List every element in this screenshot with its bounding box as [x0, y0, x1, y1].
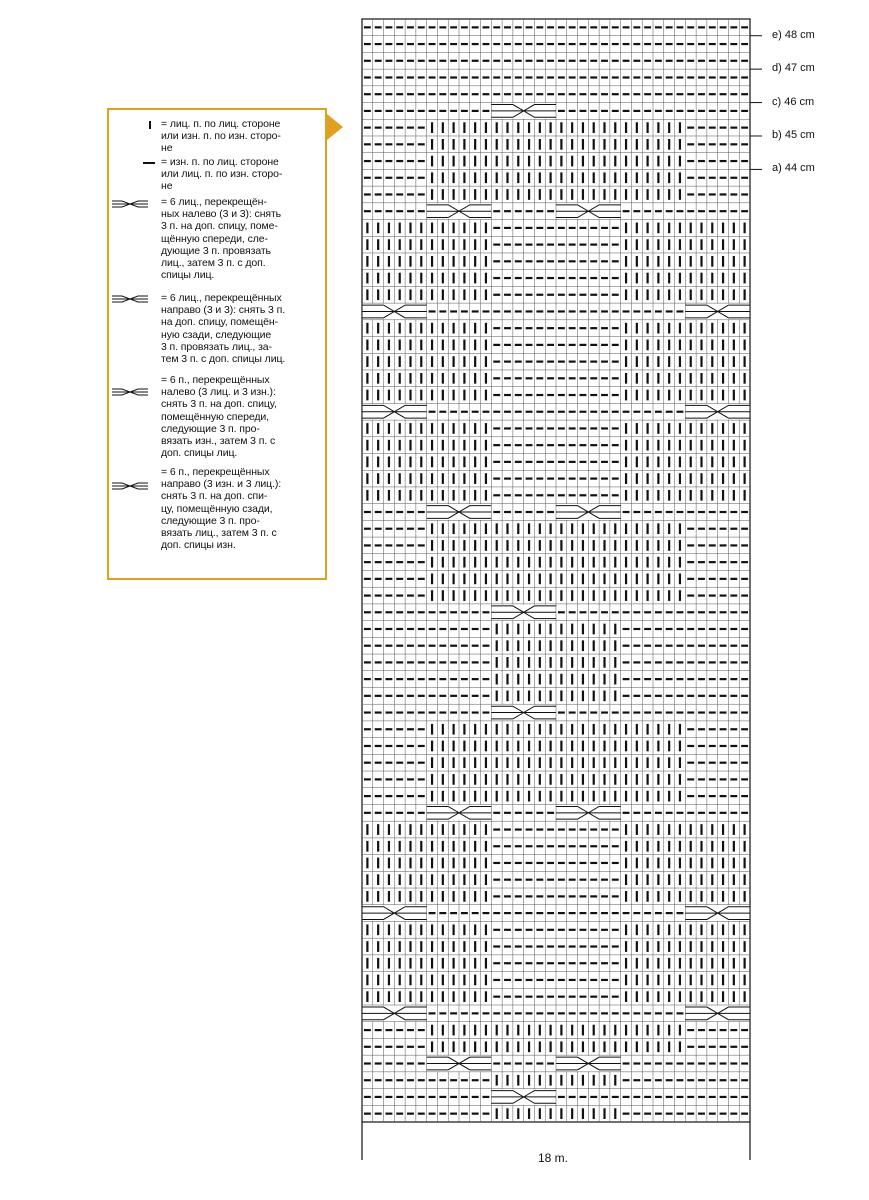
legend-text-knit: = лиц. п. по лиц. стороне или изн. п. по изн. сторо- не	[161, 118, 281, 155]
measurement-label-b: b) 45 cm	[772, 128, 815, 141]
cable-right-cross	[427, 805, 492, 821]
cable-left-cross	[427, 1056, 492, 1072]
legend-text-cable-left-knit: = 6 лиц., перекрещён- ных налево (3 и 3): снять 3 п. на доп. спицу, поме- щённую спереди, сле- дующие 3 п. провязать лиц., затем 3 п. с доп. спицы лиц.	[161, 196, 282, 282]
cable-right-cross	[427, 203, 492, 219]
cable-left-cross	[556, 504, 621, 520]
measurement-label-a: a) 44 cm	[772, 162, 815, 175]
cable-left-cross	[685, 304, 750, 320]
legend-text-cable-right-knit: = 6 лиц., перекрещённых направо (3 и 3): снять 3 п. на доп. спицу, помещён- ную сзади, следующие 3 п. провязать лиц., за- тем 3 п. с доп. спицы лиц.	[161, 292, 286, 366]
legend-text-cable-left-mixed: = 6 п., перекрещённых налево (3 лиц. и 3 изн.): снять 3 п. на доп. спицу, помещённую спереди, следующие 3 п. про- вязать изн., затем 3 п. с доп. спицы лиц.	[161, 374, 277, 460]
cable-right-cross	[556, 805, 621, 821]
cable-left-cross	[362, 905, 427, 921]
cable-left-cross	[491, 103, 556, 119]
cable-right-cross	[556, 203, 621, 219]
cable-right-cross	[362, 404, 427, 420]
measurement-label-c: c) 46 cm	[772, 95, 815, 108]
cable-left-cross	[491, 1089, 556, 1105]
legend-text-cable-right-mixed: = 6 п., перекрещённых направо (3 изн. и 3 лиц.): снять 3 п. на доп. спи- цу, помещённую сзади, следующие 3 п. про- вязать лиц., затем 3 п. с доп. спицы изн.	[161, 466, 282, 552]
cable-left-cross	[685, 905, 750, 921]
measurement-label-e: e) 48 cm	[772, 28, 815, 41]
cable-right-cross	[362, 1006, 427, 1022]
cable-right-cross	[685, 1006, 750, 1022]
measurement-label-d: d) 47 cm	[772, 62, 815, 75]
cable-left-cross	[427, 504, 492, 520]
cable-left-cross	[556, 1056, 621, 1072]
cable-left-cross	[491, 604, 556, 620]
stitch-count-label: 18 m.	[538, 1151, 569, 1165]
legend-text-purl: = изн. п. по лиц. стороне или лиц. п. по изн. сторо- не	[161, 156, 283, 193]
cable-right-cross	[685, 404, 750, 420]
cable-left-cross	[362, 304, 427, 320]
cable-right-cross	[491, 705, 556, 721]
